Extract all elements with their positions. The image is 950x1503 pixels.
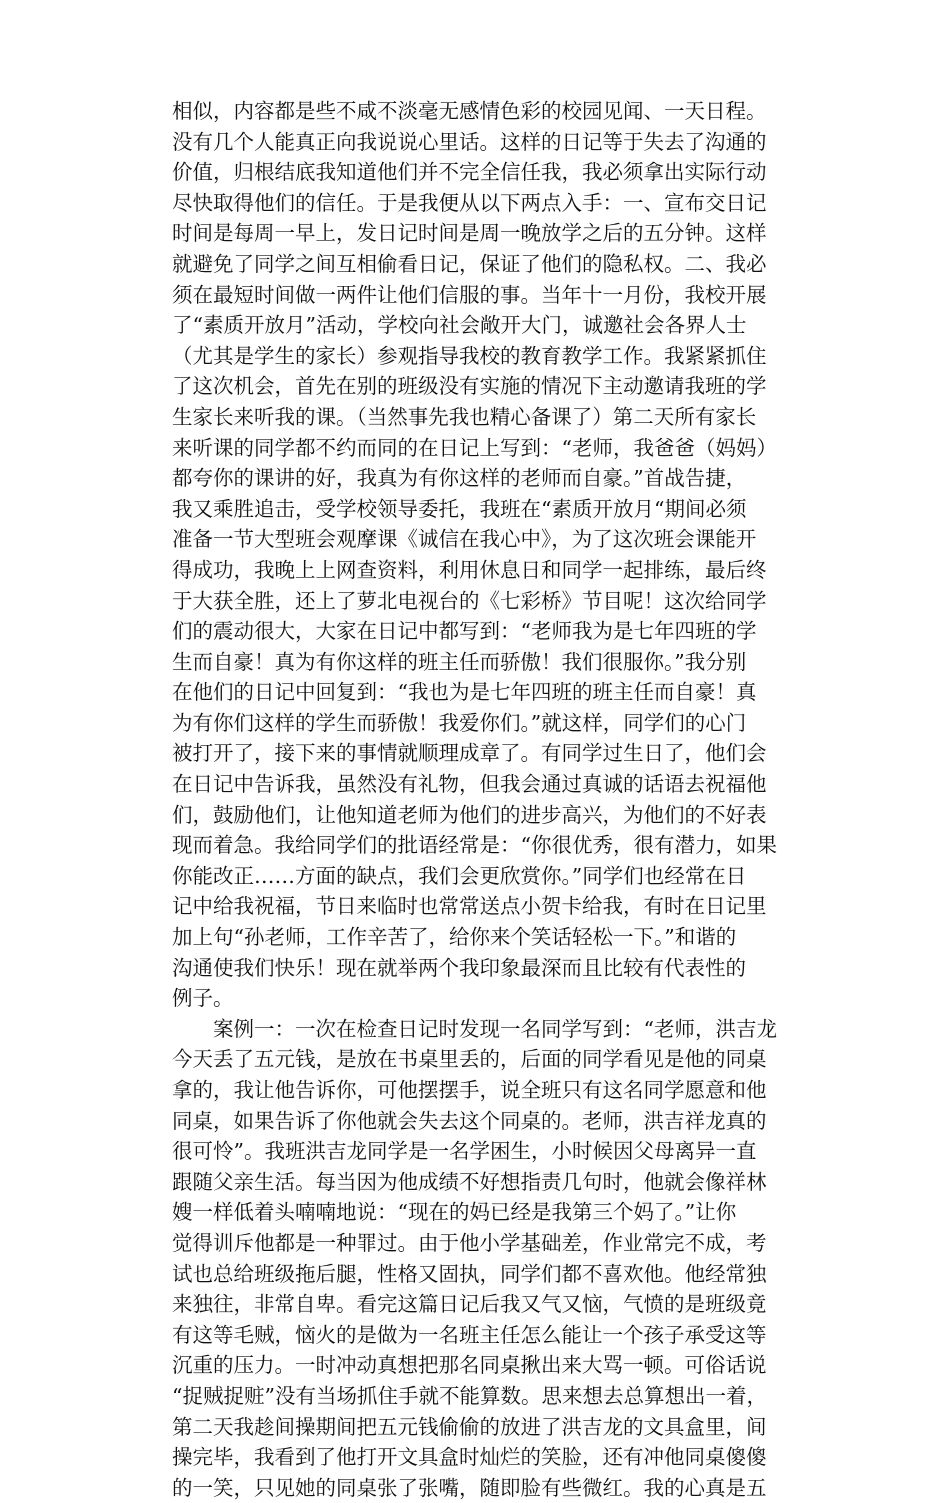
text-line: 时间是每周一早上，发日记时间是周一晚放学之后的五分钟。这样 — [172, 221, 767, 246]
text-line: 被打开了，接下来的事情就顺理成章了。有同学过生日了，他们会 — [172, 741, 767, 766]
text-line: 都夸你的课讲的好，我真为有你这样的老师而自豪。”首战告捷， — [172, 466, 747, 491]
text-line: “捉贼捉赃”没有当场抓住手就不能算数。思来想去总算想出一着， — [172, 1383, 767, 1408]
text-line: 须在最短时间做一两件让他们信服的事。当年十一月份，我校开展 — [172, 282, 767, 307]
text-line: 同桌，如果告诉了你他就会失去这个同桌的。老师，洪吉祥龙真的 — [172, 1108, 767, 1133]
text-line: 没有几个人能真正向我说说心里话。这样的日记等于失去了沟通的 — [172, 129, 767, 154]
text-line: 们，鼓励他们，让他知道老师为他们的进步高兴，为他们的不好表 — [172, 802, 767, 827]
text-line: 你能改正……方面的缺点，我们会更欣赏你。”同学们也经常在日 — [172, 863, 747, 888]
text-line: 加上句“孙老师，工作辛苦了，给你来个笑话轻松一下。”和谐的 — [172, 925, 737, 950]
text-line: 生而自豪！真为有你这样的班主任而骄傲！我们很服你。”我分别 — [172, 649, 747, 674]
text-line: 嫂一样低着头喃喃地说：“现在的妈已经是我第三个妈了。”让你 — [172, 1200, 737, 1225]
text-line: 在日记中告诉我，虽然没有礼物，但我会通过真诚的话语去祝福他 — [172, 772, 767, 797]
text-line: 沉重的压力。一时冲动真想把那名同桌揪出来大骂一顿。可俗话说 — [172, 1353, 767, 1378]
text-line: 相似，内容都是些不咸不淡毫无感情色彩的校园见闻、一天日程。 — [172, 99, 767, 123]
text-line: 操完毕，我看到了他打开文具盒时灿烂的笑脸，还有冲他同桌傻傻 — [172, 1445, 767, 1470]
text-line: 了“素质开放月”活动，学校向社会敞开大门，诚邀社会各界人士 — [172, 313, 747, 338]
text-line: 来独往，非常自卑。看完这篇日记后我又气又恼，气愤的是班级竟 — [172, 1292, 767, 1317]
text-line: 有这等毛贼，恼火的是做为一名班主任怎么能让一个孩子承受这等 — [172, 1322, 767, 1347]
text-line: 我又乘胜追击，受学校领导委托，我班在“素质开放月“期间必须 — [172, 496, 747, 521]
text-line: 试也总给班级拖后腿，性格又固执，同学们都不喜欢他。他经常独 — [172, 1261, 767, 1286]
text-line: 记中给我祝福，节日来临时也常常送点小贺卡给我，有时在日记里 — [172, 894, 767, 919]
text-line: 现而着急。我给同学们的批语经常是：“你很优秀，很有潜力，如果 — [172, 833, 777, 858]
text-line: 价值，归根结底我知道他们并不完全信任我，我必须拿出实际行动 — [172, 160, 767, 185]
text-line: 第二天我趁间操期间把五元钱偷偷的放进了洪吉龙的文具盒里，间 — [172, 1414, 767, 1439]
text-line: 在他们的日记中回复到：“我也为是七年四班的班主任而自豪！真 — [172, 680, 757, 705]
text-line: 生家长来听我的课。（当然事先我也精心备课了）第二天所有家长 — [172, 404, 757, 429]
text-line: 的一笑，只见她的同桌张了张嘴，随即脸有些微红。我的心真是五 — [172, 1475, 767, 1500]
text-line: 就避免了同学之间互相偷看日记，保证了他们的隐私权。二、我必 — [172, 251, 767, 276]
text-line: 跟随父亲生活。每当因为他成绩不好想指责几句时，他就会像祥林 — [172, 1169, 767, 1194]
text-line: 拿的，我让他告诉你，可他摆摆手，说全班只有这名同学愿意和他 — [172, 1078, 767, 1102]
text-line: （尤其是学生的家长）参观指导我校的教育教学工作。我紧紧抓住 — [172, 343, 767, 368]
text-line: 觉得训斥他都是一种罪过。由于他小学基础差，作业常完不成，考 — [172, 1230, 767, 1255]
text-line: 们的震动很大，大家在日记中都写到：“老师我为是七年四班的学 — [172, 619, 757, 644]
text-line: 为有你们这样的学生而骄傲！我爱你们。”就这样，同学们的心门 — [172, 710, 747, 735]
text-line: 沟通使我们快乐！现在就举两个我印象最深而且比较有代表性的 — [172, 955, 746, 980]
text-line: 很可怜”。我班洪吉龙同学是一名学困生，小时候因父母离异一直 — [172, 1139, 757, 1164]
text-line: 今天丢了五元钱，是放在书桌里丢的，后面的同学看见是他的同桌 — [172, 1047, 767, 1072]
text-line: 来听课的同学都不约而同的在日记上写到：“老师，我爸爸（妈妈） — [172, 435, 777, 460]
text-line: 准备一节大型班会观摩课《诚信在我心中》，为了这次班会课能开 — [172, 527, 757, 552]
text-line: 于大获全胜，还上了萝北电视台的《七彩桥》节目呢！这次给同学 — [172, 588, 767, 613]
paragraph-start-line: 案例一：一次在检查日记时发现一名同学写到：“老师，洪吉龙 — [213, 1016, 777, 1041]
text-line: 例子。 — [172, 986, 234, 1011]
text-line: 了这次机会，首先在别的班级没有实施的情况下主动邀请我班的学 — [172, 374, 767, 399]
text-line: 得成功，我晚上上网查资料，利用休息日和同学一起排练，最后终 — [172, 557, 767, 582]
text-line: 尽快取得他们的信任。于是我便从以下两点入手：一、宣布交日记 — [172, 190, 767, 215]
body-text — [172, 96, 832, 1503]
